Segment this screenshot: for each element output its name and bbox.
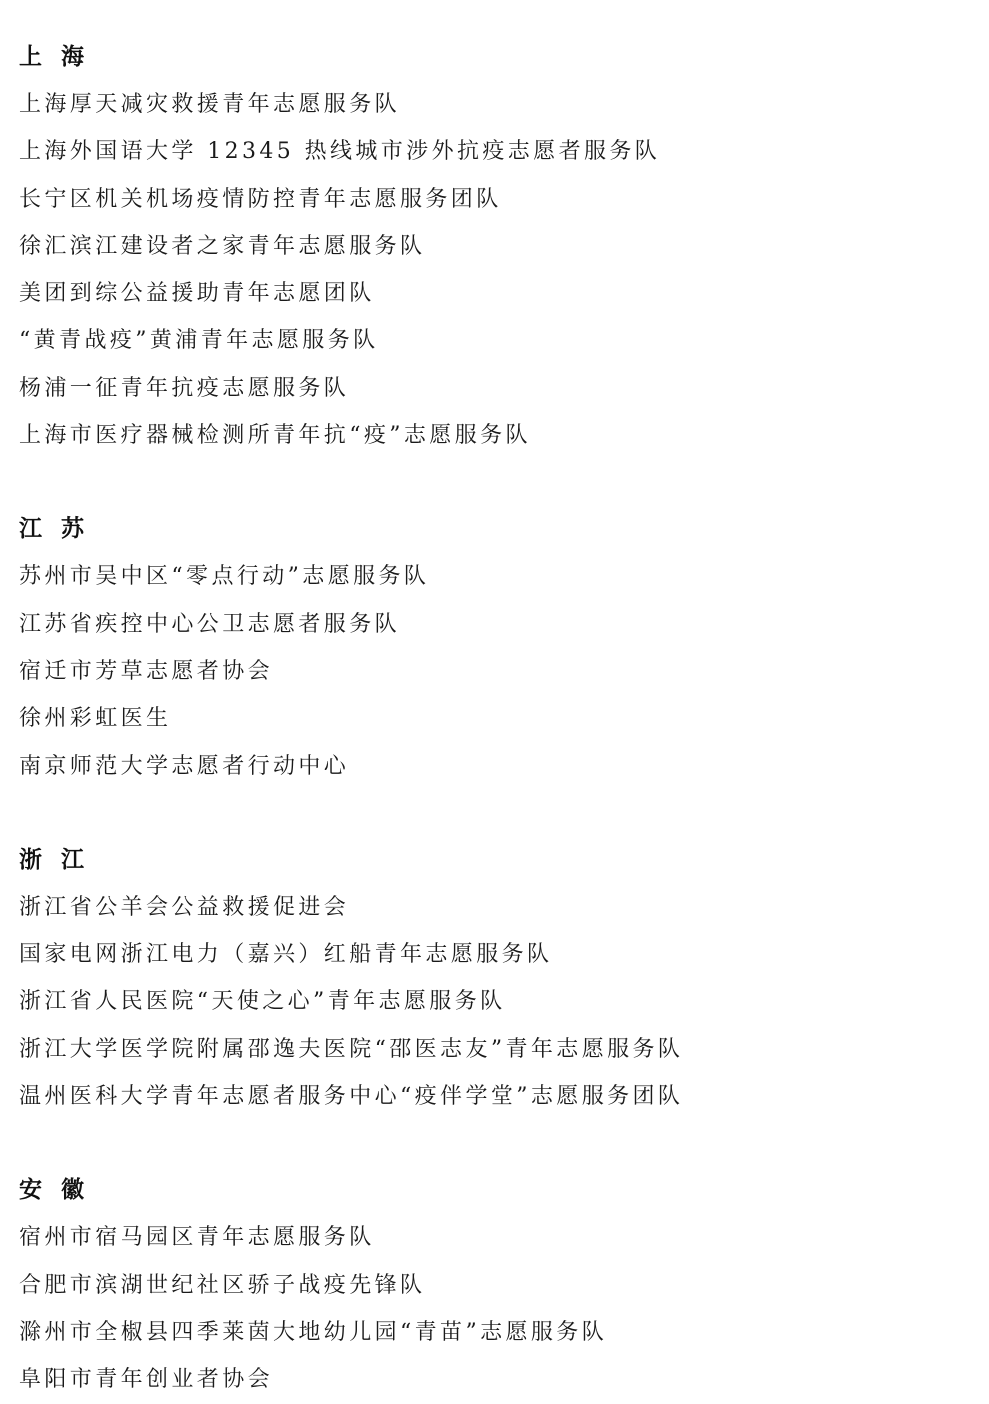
section-anhui [19, 1167, 989, 1403]
list-item: “黄青战疫”黄浦青年志愿服务队 [19, 328, 379, 354]
list-item: 徐州彩虹医生 [19, 706, 172, 732]
list-item: 上海厚天减灾救援青年志愿服务队 [19, 92, 401, 117]
list-item: 浙江大学医学院附属邵逸夫医院“邵医志友”青年志愿服务队 [19, 1036, 684, 1062]
list-item: 国家电网浙江电力（嘉兴）红船青年志愿服务队 [19, 942, 553, 968]
list-item: 杨浦一征青年抗疫志愿服务队 [19, 375, 350, 401]
list-item: 江苏省疾控中心公卫志愿者服务队 [19, 611, 401, 637]
list-item: 阜阳市青年创业者协会 [19, 1367, 274, 1393]
list-item: 徐汇滨江建设者之家青年志愿服务队 [19, 233, 426, 259]
section-heading: 上 海 [19, 44, 86, 70]
list-item: 浙江省公羊会公益救援促进会 [19, 894, 350, 920]
section-jiangsu [19, 506, 989, 789]
list-item: 宿州市宿马园区青年志愿服务队 [19, 1225, 375, 1251]
list-item: 美团到综公益援助青年志愿团队 [19, 281, 375, 307]
list-item: 宿迁市芳草志愿者协会 [19, 658, 274, 684]
list-item: 浙江省人民医院“天使之心”青年志愿服务队 [19, 989, 506, 1015]
section-zhejiang [19, 837, 989, 1120]
section-heading: 浙 江 [19, 846, 86, 873]
list-item: 南京师范大学志愿者行动中心 [19, 753, 350, 779]
list-item: 温州医科大学青年志愿者服务中心“疫伴学堂”志愿服务团队 [19, 1084, 684, 1110]
list-item: 合肥市滨湖世纪社区骄子战疫先锋队 [19, 1272, 426, 1298]
list-item: 上海外国语大学 12345 热线城市涉外抗疫志愿者服务队 [19, 139, 661, 165]
section-heading: 江 苏 [19, 516, 86, 543]
section-shanghai [19, 34, 989, 459]
list-item: 苏州市吴中区“零点行动”志愿服务队 [19, 564, 430, 590]
section-heading: 安 徽 [19, 1177, 86, 1204]
list-item: 滁州市全椒县四季莱茵大地幼儿园“青苗”志愿服务队 [19, 1319, 608, 1345]
list-item: 长宁区机关机场疫情防控青年志愿服务团队 [19, 186, 502, 212]
list-item: 上海市医疗器械检测所青年抗“疫”志愿服务队 [19, 423, 531, 449]
